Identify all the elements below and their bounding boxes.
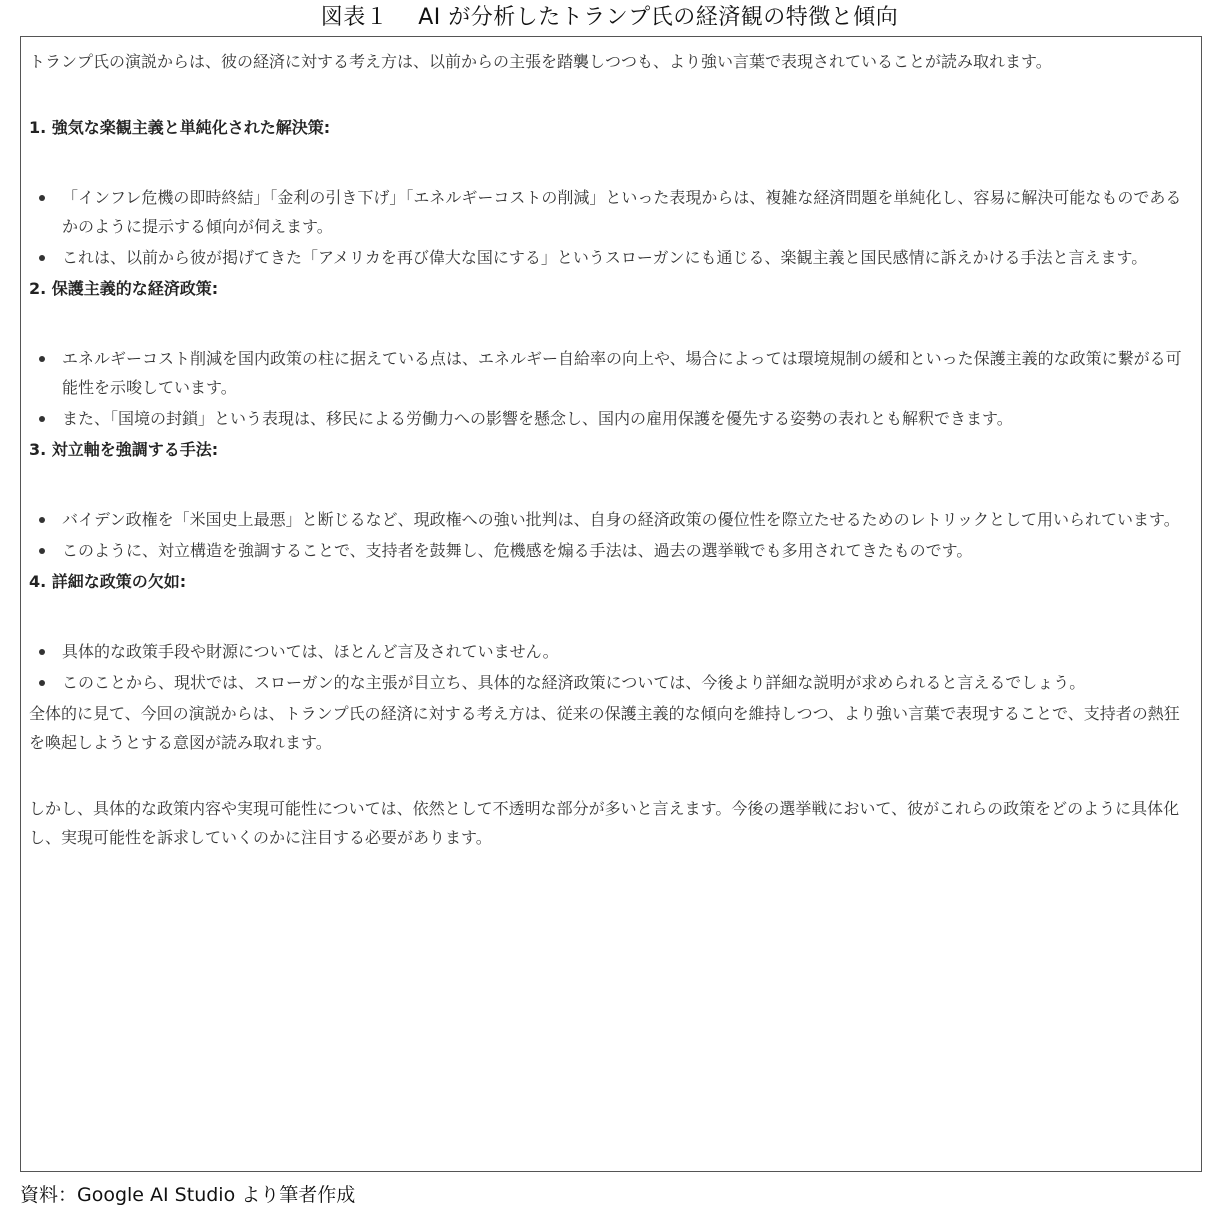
bullet-icon <box>39 649 45 655</box>
intro-paragraph: トランプ氏の演説からは、彼の経済に対する考え方は、以前からの主張を踏襲しつつも、より強い言葉で表現されていることが読み取れます。 <box>29 52 1052 71</box>
bullet-icon <box>39 680 45 686</box>
section-heading-4: 4. 詳細な政策の欠如: <box>29 572 187 591</box>
list-item: また、「国境の封鎖」という表現は、移民による労働力への影響を懸念し、国内の雇用保護を優先する姿勢の表れとも解釈できます。 <box>29 404 1193 433</box>
analysis-text-box <box>20 36 1202 1172</box>
bullet-icon <box>39 548 45 554</box>
list-item: エネルギーコスト削減を国内政策の柱に据えている点は、エネルギー自給率の向上や、場合によっては環境規制の緩和といった保護主義的な政策に繋がる可能性を示唆しています。 <box>29 344 1193 402</box>
list-item: このように、対立構造を強調することで、支持者を鼓舞し、危機感を煽る手法は、過去の選挙戦でも多用されてきたものです。 <box>29 536 1193 565</box>
source-caption: 資料：Google AI Studio より筆者作成 <box>20 1184 356 1206</box>
figure-title: 図表１ AI が分析したトランプ氏の経済観の特徴と傾向 <box>320 5 899 30</box>
section-heading-2: 2. 保護主義的な経済政策: <box>29 279 219 298</box>
list-item: これは、以前から彼が掲げてきた「アメリカを再び偉大な国にする」というスローガンにも通じる、楽観主義と国民感情に訴えかける手法と言えます。 <box>29 243 1193 272</box>
section-heading-3: 3. 対立軸を強調する手法: <box>29 440 219 459</box>
list-item: 具体的な政策手段や財源については、ほとんど言及されていません。 <box>29 637 1193 666</box>
summary-paragraph-1: 全体的に見て、今回の演説からは、トランプ氏の経済に対する考え方は、従来の保護主義的な傾向を維持しつつ、より強い言葉で表現することで、支持者の熱狂を喚起しようとする意図が読み取れます。 <box>29 704 1180 752</box>
bullet-icon <box>39 195 45 201</box>
bullet-icon <box>39 255 45 261</box>
summary-paragraph-2: しかし、具体的な政策内容や実現可能性については、依然として不透明な部分が多いと言えます。今後の選挙戦において、彼がこれらの政策をどのように具体化し、実現可能性を訴求していくのかに注目する必要があります。 <box>29 799 1180 847</box>
section-heading-1: 1. 強気な楽観主義と単純化された解決策: <box>29 118 331 137</box>
list-item: このことから、現状では、スローガン的な主張が目立ち、具体的な経済政策については、今後より詳細な説明が求められると言えるでしょう。 <box>29 668 1193 697</box>
section-1-list <box>29 183 1193 272</box>
section-4-list <box>29 637 1193 697</box>
list-item: バイデン政権を「米国史上最悪」と断じるなど、現政権への強い批判は、自身の経済政策の優位性を際立たせるためのレトリックとして用いられています。 <box>29 505 1193 534</box>
section-2-list <box>29 344 1193 433</box>
bullet-icon <box>39 356 45 362</box>
bullet-icon <box>39 517 45 523</box>
list-item: 「インフレ危機の即時終結」「金利の引き下げ」「エネルギーコストの削減」といった表現からは、複雑な経済問題を単純化し、容易に解決可能なものであるかのように提示する傾向が伺えます。 <box>29 183 1193 241</box>
section-3-list <box>29 505 1193 565</box>
bullet-icon <box>39 416 45 422</box>
